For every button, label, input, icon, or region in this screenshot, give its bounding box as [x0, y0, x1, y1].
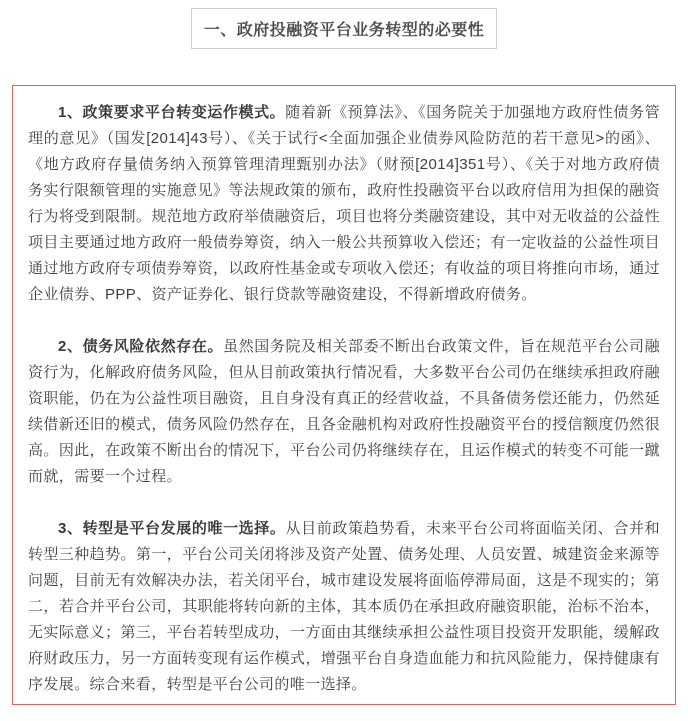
- section-title-row: [0, 0, 688, 49]
- paragraph-body: 从目前政策趋势看，未来平台公司将面临关闭、合并和转型三种趋势。第一，平台公司关闭将涉及资产处置、债务处理、人员安置、城建资金来源等问题，目前无有效解决办法，若关闭平台，城市建设发展将面临停滞局面，这是不现实的；第二，若合并平台公司，其职能将转向新的主体，其本质仍在承担政府融资职能，治标不治本，无实际意义；第三，平台若转型成功，一方面由其继续承担公益性项目投资开发职能，缓解政府财政压力，另一方面转变现有运作模式，增强平台自身造血能力和抗风险能力，保持健康有序发展。综合来看，转型是平台公司的唯一选择。: [28, 520, 661, 693]
- paragraph-body: 随着新《预算法》、《国务院关于加强地方政府性债务管理的意见》（国发[2014]43号）、《关于试行<全面加强企业债券风险防范的若干意见>的函》、《地方政府存量债务纳入预算管理清理甄别办法》（财预[2014]351号）、《关于对地方政府债务实行限额管理的实施意见》等法规政策的颁布，政府性投融资平台以政府信用为担保的融资行为将受到限制。规范地方政府举债融资后，项目也将分类融资建设，其中对无收益的公益性项目主要通过地方政府一般债券筹资，纳入一般公共预算收入偿还；有一定收益的公益性项目通过地方政府专项债券筹资，以政府性基金或专项收入偿还；有收益的项目将推向市场，通过企业债券、PPP、资产证券化、银行贷款等融资建设，不得新增政府债务。: [28, 104, 661, 303]
- paragraph-lead: 1、政策要求平台转变运作模式。: [58, 104, 286, 121]
- paragraph-debt-risk: [28, 334, 660, 490]
- paragraph-transformation-choice: [28, 516, 660, 698]
- paragraph-lead: 3、转型是平台发展的唯一选择。: [58, 520, 286, 537]
- paragraph-lead: 2、债务风险依然存在。: [58, 338, 224, 355]
- paragraph-policy-requirement: [28, 100, 660, 308]
- paragraph-body: 虽然国务院及相关部委不断出台政策文件，旨在规范平台公司融资行为，化解政府债务风险，但从目前政策执行情况看，大多数平台公司仍在继续承担政府融资职能，仍在为公益性项目融资，且自身没有真正的经营收益，不具备债务偿还能力，仍然延续借新还旧的模式，债务风险仍然存在，且各金融机构对政府性投融资平台的授信额度仍然很高。因此，在政策不断出台的情况下，平台公司仍将继续存在，且运作模式的转变不可能一蹴而就，需要一个过程。: [28, 338, 660, 485]
- section-title: 一、政府投融资平台业务转型的必要性: [191, 8, 498, 49]
- article-content-box: [12, 85, 676, 705]
